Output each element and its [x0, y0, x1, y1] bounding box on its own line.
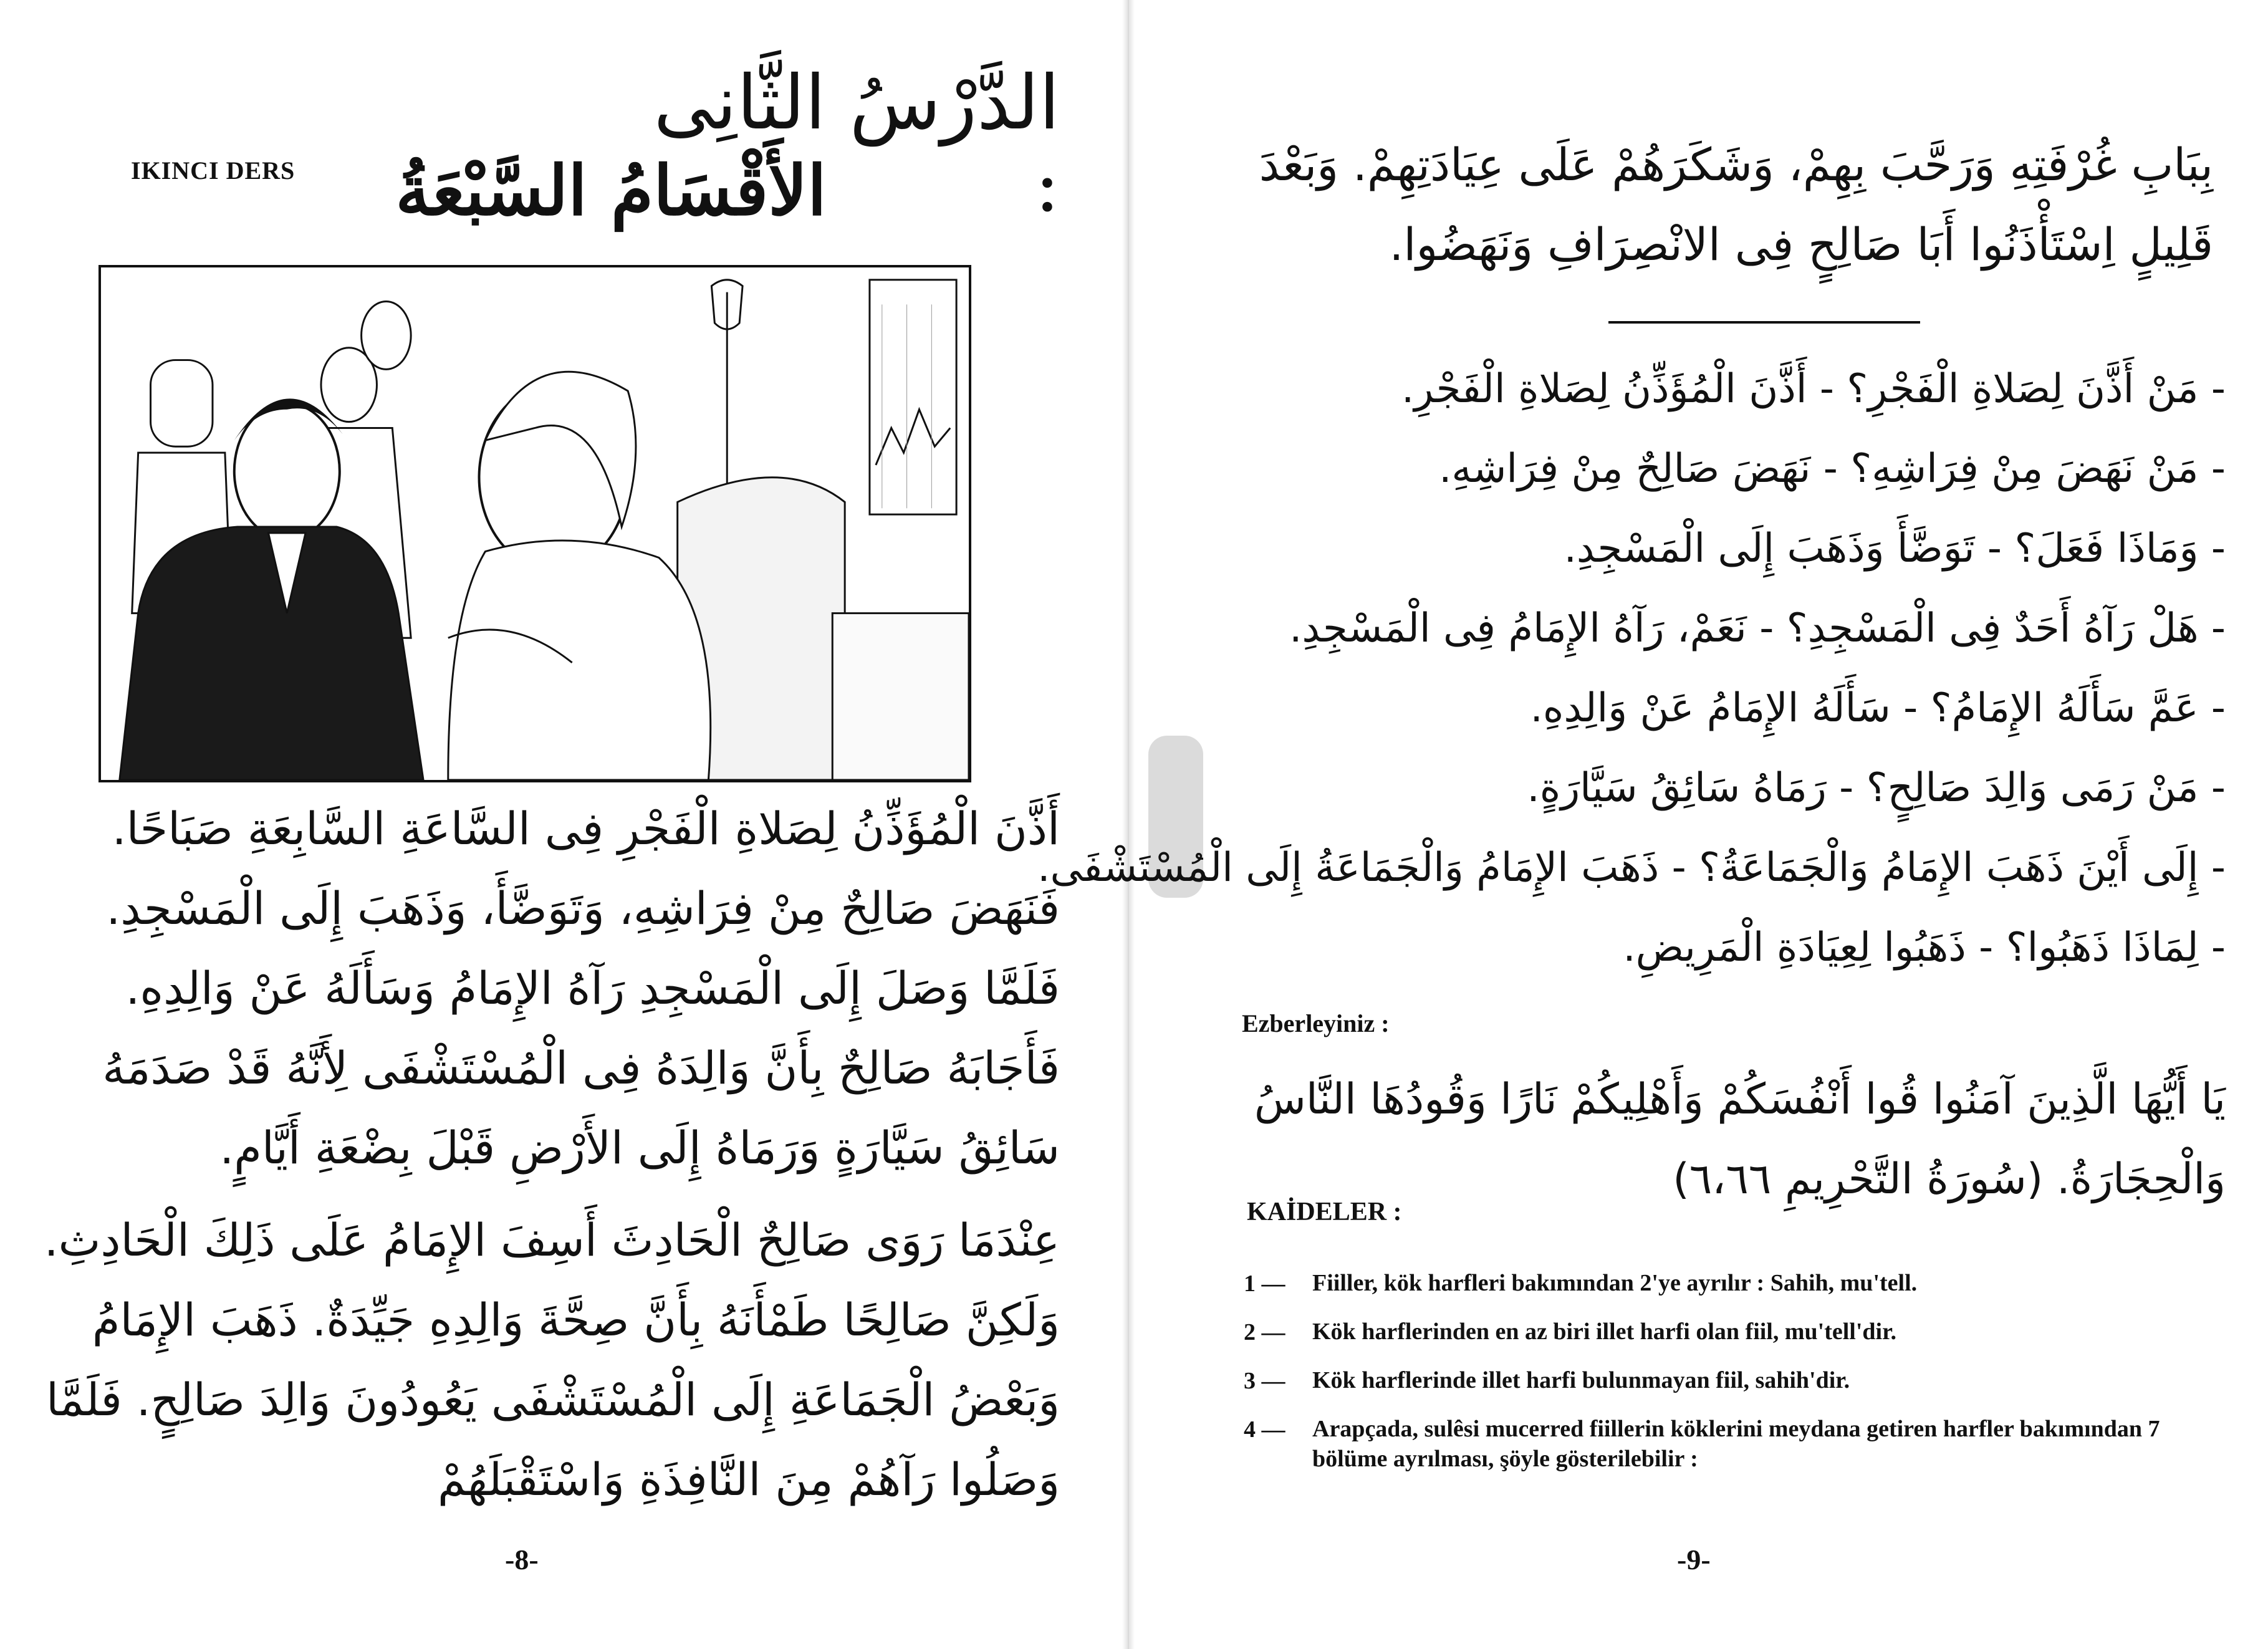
- hospital-visit-illustration: [99, 265, 971, 782]
- rule-text: Fiiller, kök harfleri bakımından 2'ye ayrılır : Sahih, mu'tell.: [1312, 1270, 1918, 1296]
- rule-text: Kök harflerinden en az biri illet harfi olan fiil, mu'tell'dir.: [1312, 1319, 1896, 1345]
- qa-line: - مَنْ نَهَضَ مِنْ فِرَاشِهِ؟ - نَهَضَ صَالِحٌ مِنْ فِرَاشِهِ.: [1439, 446, 2226, 492]
- qa-line: - إِلَى أَيْنَ ذَهَبَ الإِمَامُ وَالْجَمَاعَةُ؟ - ذَهَبَ الإِمَامُ وَالْجَمَاعَةُ إِلَى الْمُسْتَشْفَى.: [1037, 845, 2226, 891]
- qa-line: - مَنْ أَذَّنَ لِصَلاةِ الْفَجْرِ؟ - أَذَّنَ الْمُؤَذِّنُ لِصَلاةِ الْفَجْرِ.: [1401, 366, 2226, 412]
- section-divider: [1608, 321, 1920, 324]
- rule-item: [1244, 1259, 2204, 1308]
- qa-line: - وَمَاذَا فَعَلَ؟ - تَوَضَّأَ وَذَهَبَ إِلَى الْمَسْجِدِ.: [1564, 526, 2226, 572]
- rule-item: [1244, 1357, 2204, 1405]
- page-number-right: -9-: [1677, 1544, 1711, 1575]
- rule-number: 1 —: [1244, 1271, 1285, 1297]
- question-answer-list: [1037, 349, 2226, 988]
- ders-label: IKINCI DERS: [131, 156, 296, 185]
- rules-list: [1244, 1259, 2204, 1474]
- rule-item: [1244, 1405, 2204, 1474]
- rule-text: Arapçada, sulêsi mucerred fiillerin köklerini meydana getiren harfler bakımından 7 bölüme ayrılması, şöyle gösterilebilir :: [1312, 1416, 2160, 1472]
- rule-item: [1244, 1308, 2204, 1357]
- qa-line: - مَنْ رَمَى وَالِدَ صَالِحٍ؟ - رَمَاهُ سَائِقُ سَيَّارَةٍ.: [1527, 765, 2226, 811]
- story-paragraph-1: أَذَّنَ الْمُؤَذِّنُ لِصَلاةِ الْفَجْرِ فِى السَّاعَةِ السَّابِعَةِ صَبَاحًا. فَنَهَضَ صَالِحٌ مِنْ فِرَاشِهِ، وَتَوَضَّأَ، وَذَهَبَ إِلَى الْمَسْجِدِ. فَلَمَّا وَصَلَ إِلَى الْمَسْجِدِ رَآهُ الإِمَامُ وَسَأَلَهُ عَنْ وَالِدِهِ. فَأَجَابَهُ صَالِحٌ بِأَنَّ وَالِدَهُ فِى الْمُسْتَشْفَى لِأَنَّهُ قَدْ صَدَمَهُ سَائِقُ سَيَّارَةٍ وَرَمَاهُ إِلَى الأَرْضِ قَبْلَ بِضْعَةِ أَيَّامٍ.: [102, 802, 1060, 1174]
- hospital-visit-icon: [101, 267, 969, 780]
- lesson-title: الدَّرْسُ الثَّانِى :: [653, 60, 1060, 229]
- lesson-subtitle: الأَقْسَامُ السَّبْعَةُ: [395, 150, 827, 231]
- qa-line: - لِمَاذَا ذَهَبُوا؟ - ذَهَبُوا لِعِيَادَةِ الْمَرِيضِ.: [1623, 925, 2226, 971]
- book-gutter: [1122, 0, 1135, 1649]
- rule-number: 3 —: [1244, 1368, 1285, 1394]
- rule-number: 4 —: [1244, 1416, 1285, 1443]
- page-number-left: -8-: [505, 1544, 539, 1575]
- rules-heading: KAİDELER :: [1247, 1198, 1402, 1226]
- rule-number: 2 —: [1244, 1319, 1285, 1345]
- story-continuation: بِبَابِ غُرْفَتِهِ وَرَحَّبَ بِهِمْ، وَشَكَرَهُمْ عَلَى عِيَادَتِهِمْ. وَبَعْدَ قَلِيلٍ اِسْتَأْذَنُوا أَبَا صَالِحٍ فِى الانْصِرَافِ وَنَهَضُوا.: [1259, 138, 2213, 271]
- story-paragraph-2: عِنْدَمَا رَوَى صَالِحٌ الْحَادِثَ أَسِفَ الإِمَامُ عَلَى ذَلِكَ الْحَادِثِ. وَلَكِنَّ صَالِحًا طَمْأَنَهُ بِأَنَّ صِحَّةَ وَالِدِهِ جَيِّدَةٌ. ذَهَبَ الإِمَامُ وَبَعْضُ الْجَمَاعَةِ إِلَى الْمُسْتَشْفَى يَعُودُونَ وَالِدَ صَالِحٍ. فَلَمَّا وَصَلُوا رَآهُمْ مِنَ النَّافِذَةِ وَاسْتَقْبَلَهُمْ: [44, 1214, 1060, 1506]
- rule-text: Kök harflerinde illet harfi bulunmayan fiil, sahih'dir.: [1312, 1367, 1850, 1393]
- qa-line: - عَمَّ سَأَلَهُ الإِمَامُ؟ - سَأَلَهُ الإِمَامُ عَنْ وَالِدِهِ.: [1530, 685, 2226, 731]
- qa-line: - هَلْ رَآهُ أَحَدٌ فِى الْمَسْجِدِ؟ - نَعَمْ، رَآهُ الإِمَامُ فِى الْمَسْجِدِ.: [1289, 605, 2226, 651]
- quran-verse: يَا أَيُّهَا الَّذِينَ آمَنُوا قُوا أَنْفُسَكُمْ وَأَهْلِيكُمْ نَارًا وَقُودُهَا النَّاسُ وَالْحِجَارَةُ. (سُورَةُ التَّحْرِيمِ ٦،٦٦): [1254, 1075, 2226, 1204]
- memorize-label: Ezberleyiniz :: [1242, 1009, 1390, 1037]
- left-page: [0, 0, 1122, 1649]
